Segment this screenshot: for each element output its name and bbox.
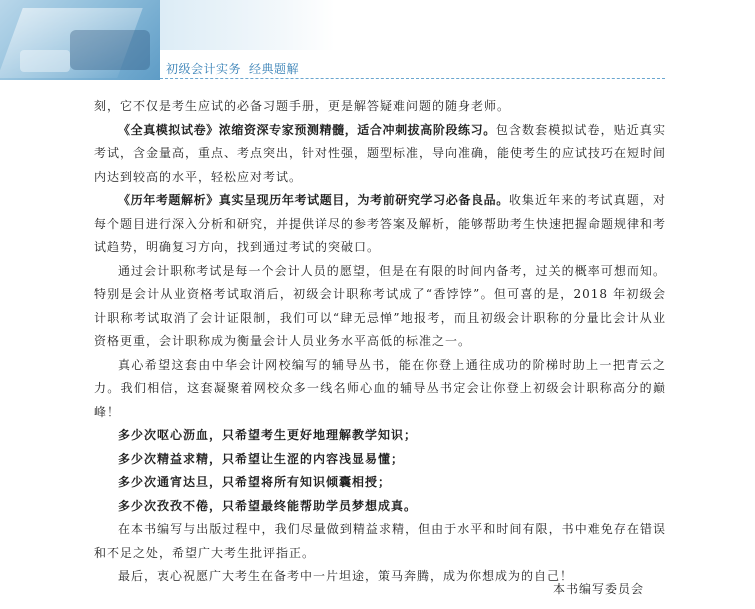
running-header xyxy=(166,60,299,78)
header-image-keyboard-shape xyxy=(20,50,70,72)
paragraph-line-4: 多少次孜孜不倦，只希望最终能帮助学员梦想成真。 xyxy=(118,498,418,513)
paragraph-wishes: 真心希望这套由中华会计网校编写的辅导丛书，能在你登上通往成功的阶梯时助上一把青云之力。我们相信，这套凝聚着网校众多一线名师心血的辅导丛书定会让你登上初级会计职称高分的巅峰！ xyxy=(94,357,666,419)
header-gradient-band xyxy=(160,0,335,50)
mock-exams-text: 包含数套模拟试卷，贴近真实考试，含金量高，重点、考点突出，针对性强，题型标准，导向准确，能使考生的应试技巧在短时间内达到较高的水平，轻松应对考试。 xyxy=(94,122,667,184)
paragraph-exam-background: 通过会计职称考试是每一个会计人员的愿望，但是在有限的时间内备考，过关的概率可想而知。特别是会计从业资格考试取消后，初级会计职称考试成了“香饽饽”。但可喜的是，2018 年初级会计职称考试取消了会计证限制，我们可以“肆无忌惮”地报考，而且初级会计职称的分量比会计从业资格更重，会计职称成为衡量会计人员业务水平高低的标准之一。 xyxy=(94,263,666,348)
paragraph-line-2: 多少次精益求精，只希望让生涩的内容浅显易懂； xyxy=(118,451,405,466)
header-section: 初级会计实务 xyxy=(166,62,242,76)
signature: 本书编写委员会 xyxy=(553,582,645,596)
paragraph-mock-exams xyxy=(94,119,666,190)
header-image-calculator-shape xyxy=(70,30,150,70)
paragraph-continuation: 刻，它不仅是考生应试的必备习题手册，更是解答疑难问题的随身老师。 xyxy=(94,99,511,113)
header-divider xyxy=(160,78,665,79)
header-decorative-image xyxy=(0,0,160,80)
page-body xyxy=(94,95,666,589)
paragraph-errata: 在本书编写与出版过程中，我们尽量做到精益求精，但由于水平和时间有限，书中难免存在错误和不足之处，希望广大考生批评指正。 xyxy=(94,522,666,560)
paragraph-line-3: 多少次通宵达旦，只希望将所有知识倾囊相授； xyxy=(118,475,392,489)
paragraph-past-exams xyxy=(94,189,666,260)
mock-exams-highlight: 《全真模拟试卷》浓缩资深专家预测精髓，适合冲刺拔高阶段练习。 xyxy=(118,122,496,137)
header-subtitle: 经典题解 xyxy=(249,62,300,76)
paragraph-closing: 最后，衷心祝愿广大考生在备考中一片坦途，策马奔腾，成为你想成为的自己！ xyxy=(118,569,574,583)
paragraph-line-1: 多少次呕心沥血，只希望考生更好地理解教学知识； xyxy=(118,428,418,442)
past-exams-highlight: 《历年考题解析》真实呈现历年考试题目，为考前研究学习必备良品。 xyxy=(118,193,509,207)
past-exams-text: 收集近年来的考试真题，对每个题目进行深入分析和研究，并提供详尽的参考答案及解析，能够帮助考生快速把握命题规律和考试趋势，明确复习方向，找到通过考试的突破口。 xyxy=(94,193,667,254)
